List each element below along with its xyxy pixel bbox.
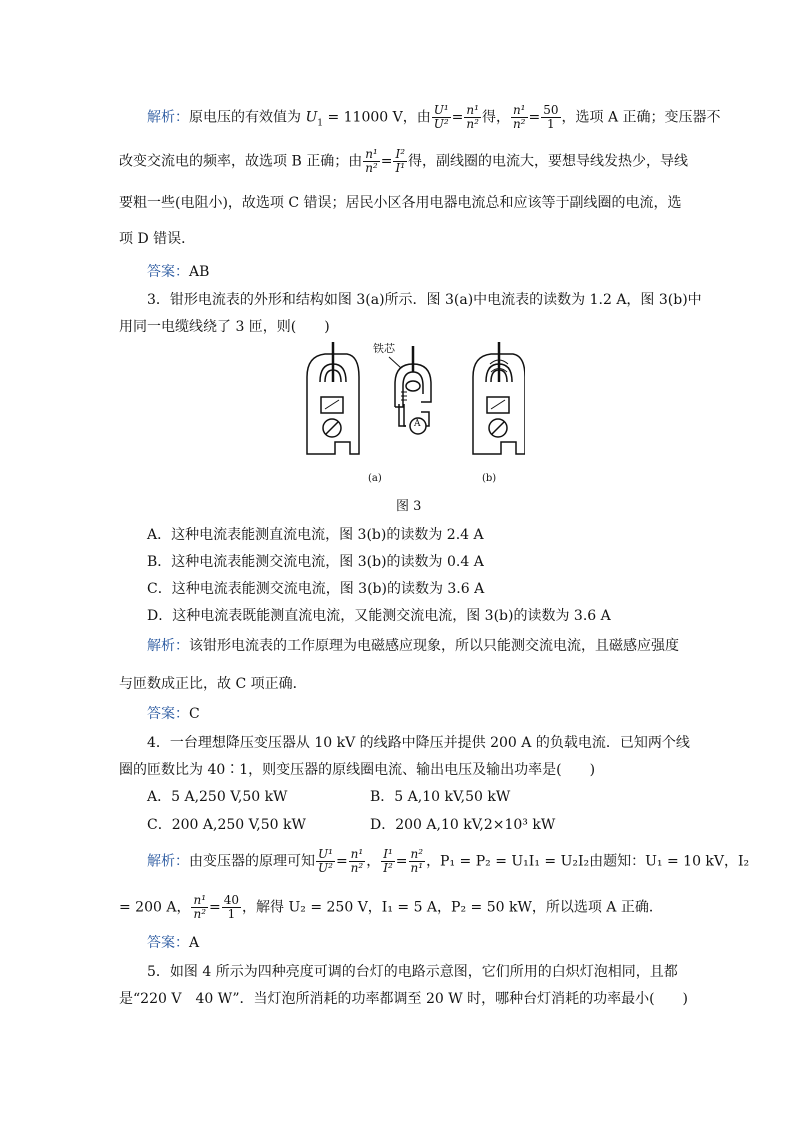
q3-option-a: A．这种电流表能测直流电流，图 3(b)的读数为 2.4 A: [147, 527, 484, 543]
fraction: $\frac{40}{1}$: [223, 893, 240, 921]
q4-option-a: A．5 A,250 V,50 kW: [147, 789, 288, 805]
iron-core-label: 铁芯: [373, 342, 395, 355]
q4-option-d: D．200 A,10 kV,2×10³ kW: [370, 817, 556, 833]
q5-stem-line-2: 是“220 V 40 W”．当灯泡所消耗的功率都调至 20 W 时，哪种台灯消耗的功率最小( ): [119, 991, 688, 1007]
fraction: $\frac{\text{n¹}}{\text{n²}}$: [350, 847, 364, 875]
fraction: $\frac{\text{I¹}}{\text{I²}}$: [383, 847, 393, 875]
q3-option-d: D．这种电流表既能测直流电流，又能测交流电流，图 3(b)的读数为 3.6 A: [147, 608, 611, 624]
q3-analysis-line-1: 解析：该钳形电流表的工作原理为电磁感应现象，所以只能测交流电流，且磁感应强度: [147, 638, 679, 654]
q2-analysis-line-4: 项 D 错误．: [119, 231, 196, 247]
fraction: $\frac{\text{n¹}}{\text{n²}}$: [193, 893, 207, 921]
q4-analysis-line-1: 解析：由变压器的原理可知 $\frac{\text{U¹}}{\text{U²}}$ = $\frac{\text{n¹}}{\text{n²}}$ ， $\frac{\text{I¹}}{\text{I²}}$ = $\frac{\text{n²}}{\text{n¹}}$ ，P₁ = P₂ = U₁I₁ = U₂I₂由题知：U₁ = 10 kV，I₂: [147, 847, 750, 875]
fraction: $\frac{\text{U¹}}{\text{U²}}$: [318, 847, 333, 875]
q4-option-b: B．5 A,10 kV,50 kW: [370, 789, 511, 805]
q2-analysis-line-2: 改变交流电的频率，故选项 B 正确；由 $\frac{\text{n¹}}{\text{n²}}$ = $\frac{\text{I²}}{\text{I¹}}$ 得，副线圈的电流大，要想导线发热少，导线: [119, 147, 689, 175]
q2-answer: 答案：AB: [147, 264, 210, 280]
subfigure-a-label: (a): [368, 473, 382, 484]
figure-3-clamp-meter: [295, 342, 525, 496]
q3-option-b: B．这种电流表能测交流电流，图 3(b)的读数为 0.4 A: [147, 554, 484, 570]
q4-stem-line-2: 圈的匝数比为 40∶1，则变压器的原线圈电流、输出电压及输出功率是( ): [119, 762, 596, 778]
fraction: $\frac{\text{U¹}}{\text{U²}}$: [433, 103, 449, 131]
fraction: $\frac{\text{n¹}}{\text{n²}}$: [512, 103, 526, 131]
q3-stem-line-2: 用同一电缆线绕了 3 匝，则( ): [119, 319, 330, 335]
answer-label: 答案：: [147, 264, 189, 280]
ammeter-symbol-label: A: [414, 419, 421, 429]
fraction: $\frac{50}{1}$: [543, 103, 559, 131]
fraction: $\frac{\text{n¹}}{\text{n²}}$: [466, 103, 479, 131]
analysis-label: 解析：: [147, 853, 189, 870]
q3-answer: 答案：C: [147, 706, 200, 722]
fraction: $\frac{\text{I²}}{\text{I¹}}$: [395, 147, 406, 175]
figure-caption: 图 3: [396, 499, 422, 514]
q3-stem-line-1: 3．钳形电流表的外形和结构如图 3(a)所示．图 3(a)中电流表的读数为 1.2 A，图 3(b)中: [147, 292, 702, 308]
fraction: $\frac{\text{n²}}{\text{n¹}}$: [410, 847, 424, 875]
q4-answer: 答案：A: [147, 935, 200, 951]
q4-option-c: C．200 A,250 V,50 kW: [147, 817, 306, 833]
q2-analysis-line-3: 要粗一些(电阻小)，故选项 C 错误；居民小区各用电器电流总和应该等于副线圈的电流，选: [119, 195, 682, 211]
subfigure-b-label: (b): [482, 473, 497, 484]
q5-stem-line-1: 5．如图 4 所示为四种亮度可调的台灯的电路示意图，它们所用的白炽灯泡相同，且都: [147, 964, 678, 980]
q3-analysis-line-2: 与匝数成正比，故 C 项正确．: [119, 676, 307, 692]
q4-stem-line-1: 4．一台理想降压变压器从 10 kV 的线路中降压并提供 200 A 的负载电流．已知两个线: [147, 735, 690, 751]
analysis-label: 解析：: [147, 109, 189, 126]
q3-option-c: C．这种电流表能测交流电流，图 3(b)的读数为 3.6 A: [147, 581, 485, 597]
q4-analysis-line-2: = 200 A， $\frac{\text{n¹}}{\text{n²}}$ = $\frac{40}{1}$ ，解得 U₂ = 250 V，I₁ = 5 A，P₂ = 50 kW，所以选项 A 正确．: [119, 893, 663, 921]
q2-analysis-line-1: 解析：原电压的有效值为 $U_1 = 11000$ V，由 $\frac{\text{U¹}}{\text{U²}}$ = $\frac{\text{n¹}}{\text{n²}}$ 得， $\frac{\text{n¹}}{\text{n²}}$ = $\frac{50}{1}$ ，选项 A 正确；变压器不: [147, 103, 721, 131]
answer-label: 答案：: [147, 706, 189, 722]
analysis-label: 解析：: [147, 638, 189, 654]
answer-label: 答案：: [147, 935, 189, 951]
clamp-meter-diagram: [295, 342, 525, 492]
fraction: $\frac{\text{n¹}}{\text{n²}}$: [365, 147, 378, 175]
